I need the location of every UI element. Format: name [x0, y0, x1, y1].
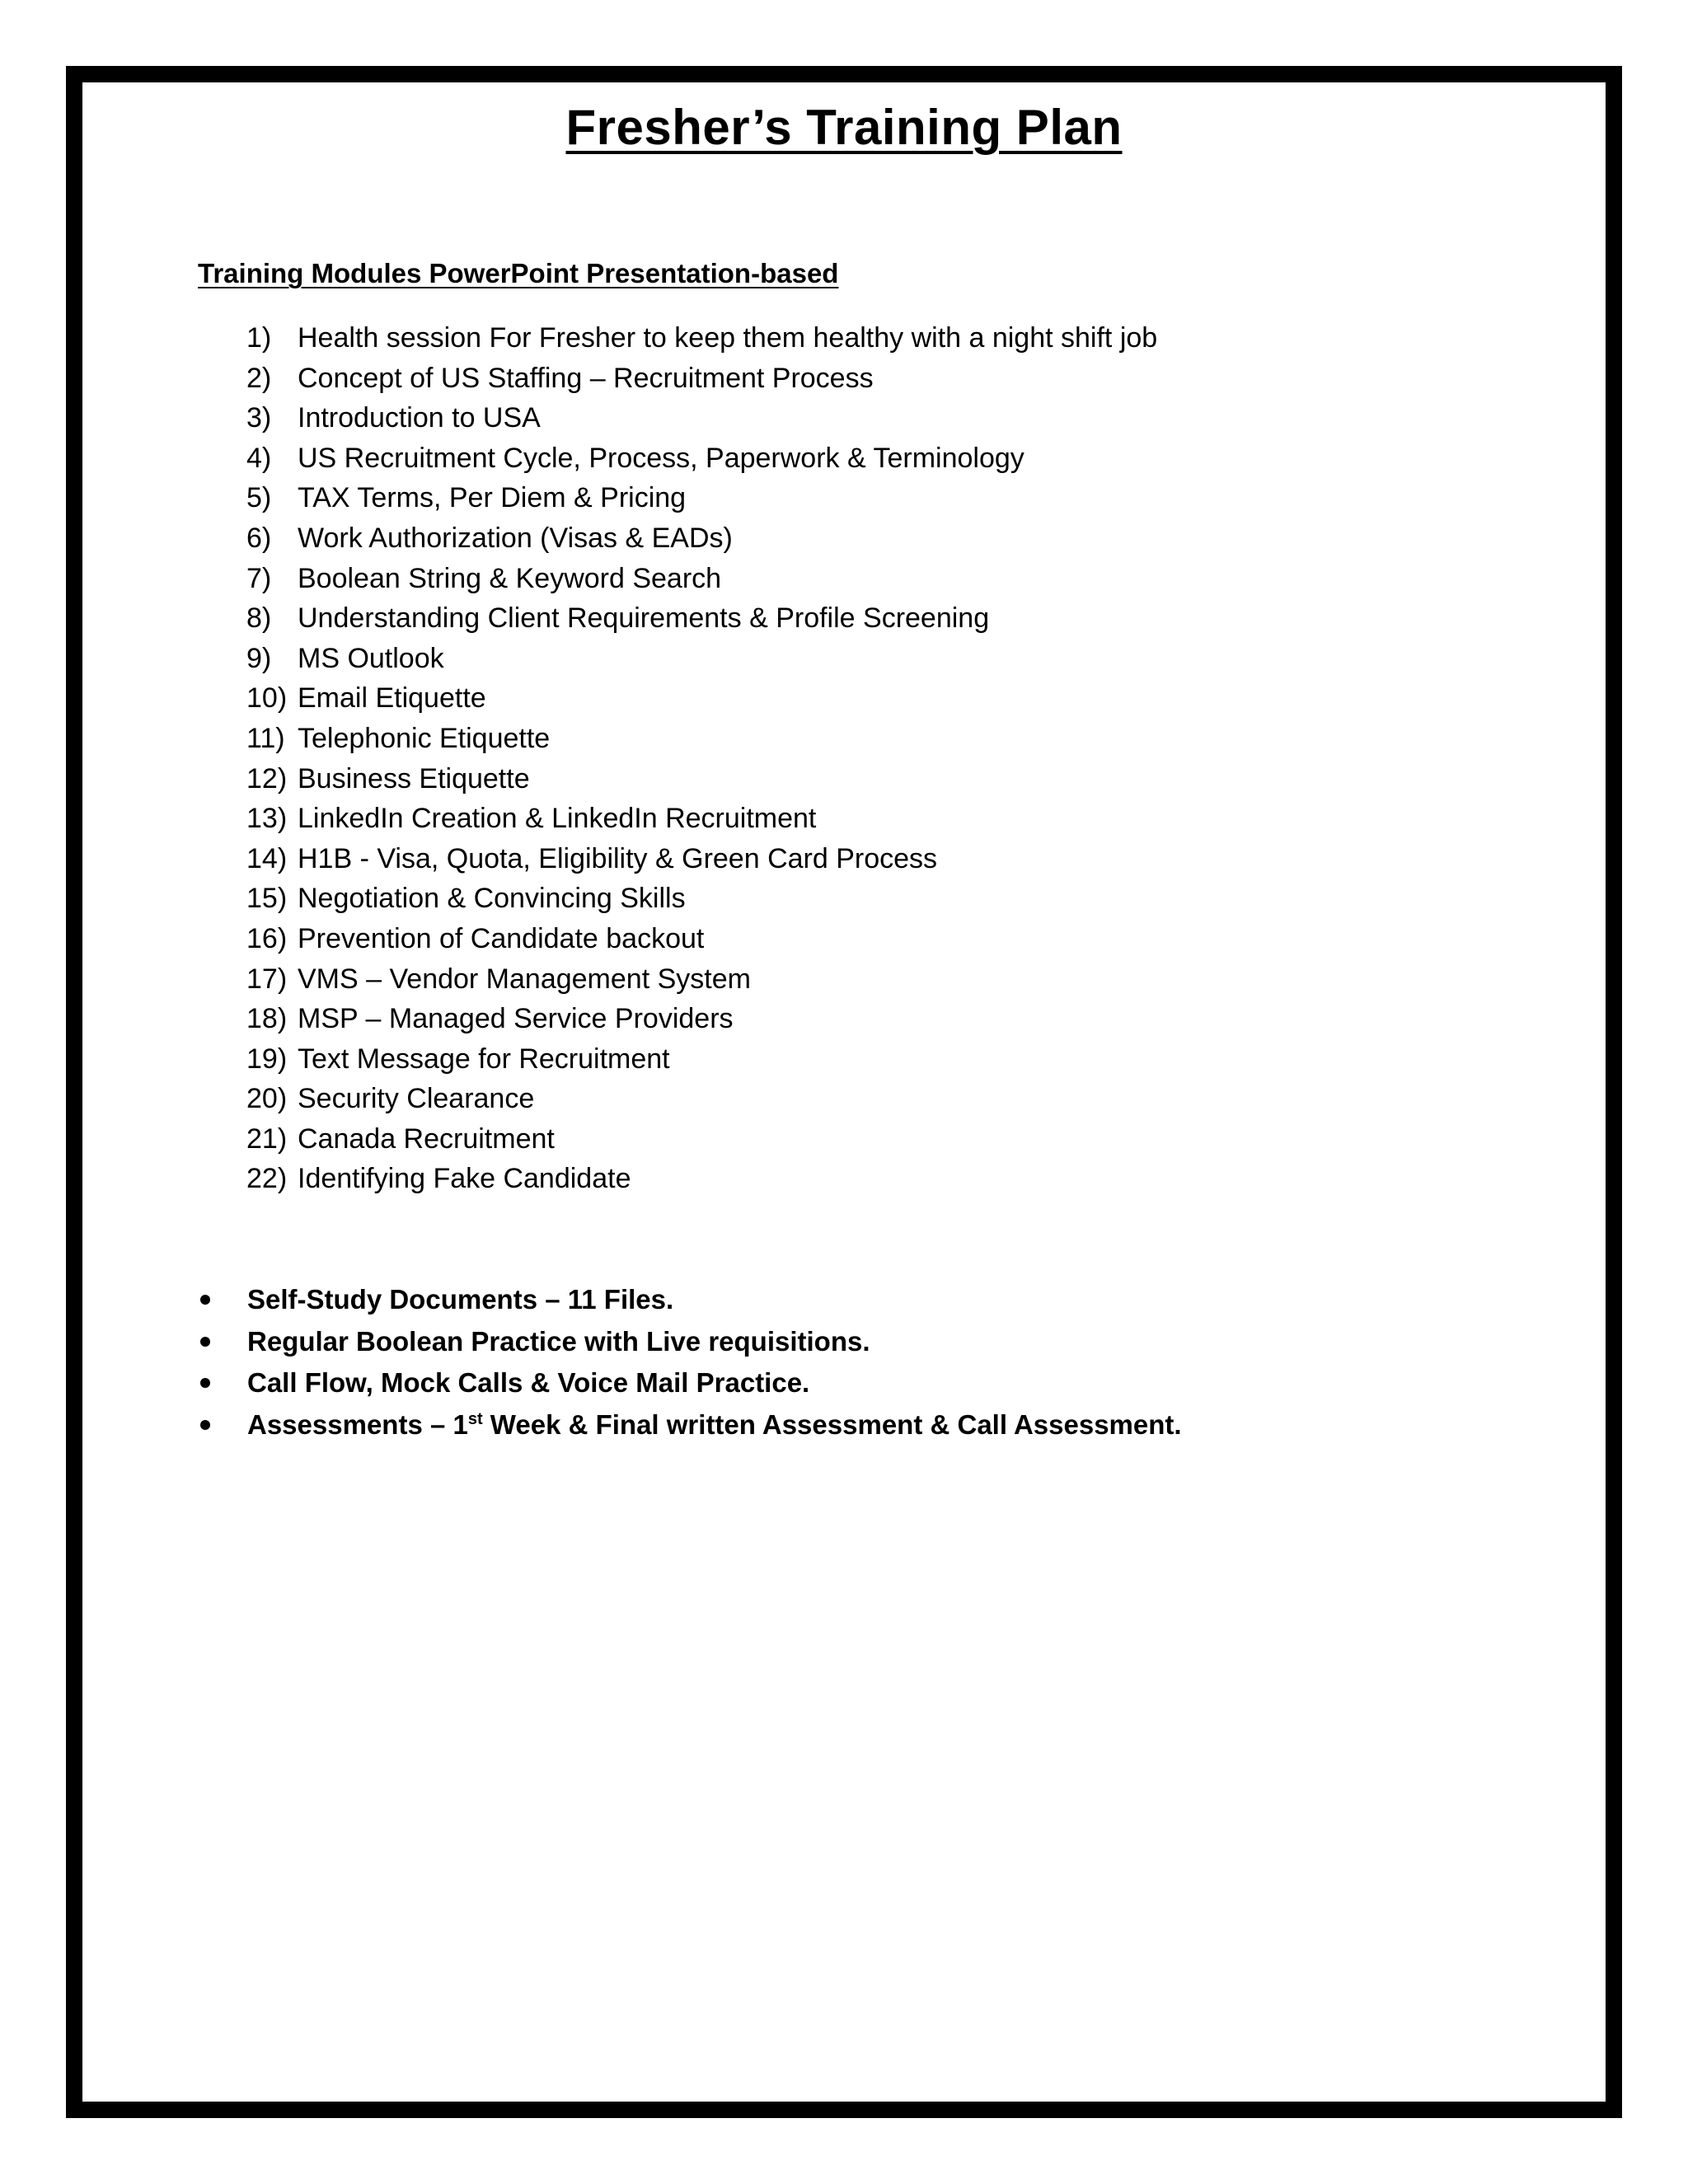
module-text: Introduction to USA — [298, 402, 541, 434]
module-number: 6) — [246, 522, 272, 554]
module-number: 20) — [246, 1083, 288, 1115]
module-text: Identifying Fake Candidate — [298, 1163, 631, 1195]
bullet-text: Self-Study Documents – 11 Files. — [247, 1284, 674, 1315]
module-number: 19) — [246, 1043, 288, 1075]
module-text: Business Etiquette — [298, 762, 530, 794]
module-text: LinkedIn Creation & LinkedIn Recruitment — [298, 803, 817, 835]
module-number: 13) — [246, 803, 288, 835]
module-text: Security Clearance — [298, 1083, 535, 1115]
module-text: Work Authorization (Visas & EADs) — [298, 522, 733, 554]
module-text: Email Etiquette — [298, 682, 486, 715]
module-number: 12) — [246, 762, 288, 794]
bullet-dot-icon — [200, 1420, 210, 1430]
module-number: 1) — [246, 322, 272, 354]
module-text: Prevention of Candidate backout — [298, 922, 705, 954]
module-number: 7) — [246, 562, 272, 594]
assessments-text-end: Week & Final written Assessment & Call Assessment. — [482, 1408, 1182, 1440]
module-text: Telephonic Etiquette — [298, 722, 551, 754]
module-text: Boolean String & Keyword Search — [298, 562, 722, 594]
module-number: 17) — [246, 963, 288, 995]
document-title: Fresher’s Training Plan — [565, 100, 1123, 155]
section-heading: Training Modules PowerPoint Presentation-based — [198, 258, 839, 288]
bullet-dot-icon — [200, 1337, 210, 1347]
module-text: Health session For Fresher to keep them healthy with a night shift job — [298, 322, 1158, 354]
module-number: 8) — [246, 602, 272, 635]
module-text: US Recruitment Cycle, Process, Paperwork & Terminology — [298, 442, 1025, 474]
module-text: VMS – Vendor Management System — [298, 963, 751, 995]
ordinal-superscript: st — [467, 1409, 483, 1428]
module-text: H1B - Visa, Quota, Eligibility & Green Card Process — [298, 842, 938, 874]
module-number: 14) — [246, 842, 288, 874]
module-number: 5) — [246, 482, 272, 514]
bullet-text: Call Flow, Mock Calls & Voice Mail Practice. — [247, 1367, 810, 1398]
module-number: 16) — [246, 922, 288, 954]
assessments-text-start: Assessments – 1 — [247, 1408, 468, 1440]
module-number: 9) — [246, 642, 272, 674]
bullet-text: Regular Boolean Practice with Live requisitions. — [247, 1325, 870, 1357]
module-text: MS Outlook — [298, 642, 444, 674]
module-number: 3) — [246, 402, 272, 434]
module-number: 22) — [246, 1163, 288, 1195]
module-text: MSP – Managed Service Providers — [298, 1003, 734, 1035]
module-number: 4) — [246, 442, 272, 474]
bullet-dot-icon — [200, 1378, 210, 1388]
module-text: Text Message for Recruitment — [298, 1043, 670, 1075]
module-number: 18) — [246, 1003, 288, 1035]
module-text: Negotiation & Convincing Skills — [298, 883, 686, 915]
bullet-text-assessments — [247, 1404, 1182, 1446]
module-number: 15) — [246, 883, 288, 915]
module-number: 11) — [246, 722, 285, 754]
module-text: Concept of US Staffing – Recruitment Process — [298, 362, 874, 394]
module-number: 10) — [246, 682, 288, 715]
bullet-dot-icon — [200, 1295, 210, 1305]
module-text: Understanding Client Requirements & Profile Screening — [298, 602, 990, 635]
module-number: 21) — [246, 1122, 288, 1155]
module-text: TAX Terms, Per Diem & Pricing — [298, 482, 687, 514]
module-text: Canada Recruitment — [298, 1122, 555, 1155]
module-number: 2) — [246, 362, 272, 394]
